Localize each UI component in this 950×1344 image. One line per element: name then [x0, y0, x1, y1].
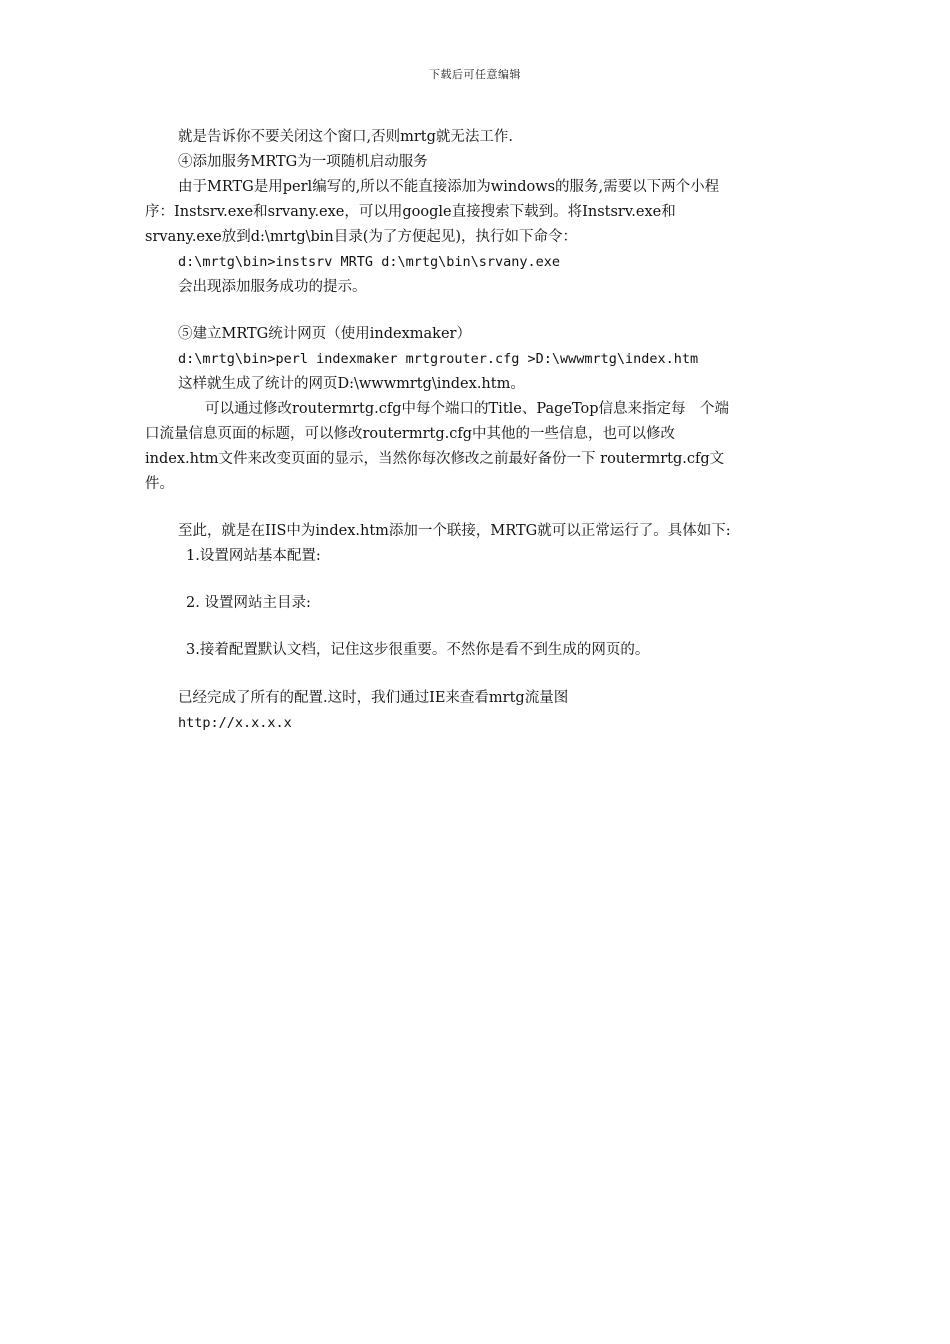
list-item: 3.接着配置默认文档，记住这步很重要。不然你是看不到生成的网页的。 — [186, 642, 650, 658]
paragraph-line: 由于MRTG是用perl编写的,所以不能直接添加为windows的服务,需要以下两个小程 — [178, 179, 720, 195]
page-header: 下载后可任意编辑 — [429, 68, 521, 81]
url-text: http://x.x.x.x — [178, 715, 292, 731]
paragraph-line: 口流量信息页面的标题，可以修改routermrtg.cfg中其他的一些信息，也可以修改 — [145, 426, 676, 442]
paragraph-line: 件。 — [145, 476, 174, 492]
list-item: 1.设置网站基本配置: — [186, 548, 321, 564]
paragraph-line: srvany.exe放到d:\mrtg\bin目录(为了方便起见)，执行如下命令： — [145, 229, 578, 245]
command-line: d:\mrtg\bin>perl indexmaker mrtgrouter.cfg >D:\wwwmrtg\index.htm — [178, 351, 699, 367]
paragraph-line: 会出现添加服务成功的提示。 — [178, 279, 367, 295]
step-heading: ⑤建立MRTG统计网页（使用indexmaker） — [178, 326, 471, 342]
paragraph-line: 至此，就是在IIS中为index.htm添加一个联接，MRTG就可以正常运行了。具体如下: — [178, 523, 731, 539]
step-heading: ④添加服务MRTG为一项随机启动服务 — [178, 154, 428, 170]
list-item: 2. 设置网站主目录: — [186, 595, 311, 611]
paragraph-line: 这样就生成了统计的网页D:\wwwmrtg\index.htm。 — [178, 376, 525, 392]
command-line: d:\mrtg\bin>instsrv MRTG d:\mrtg\bin\srvany.exe — [178, 254, 561, 270]
paragraph-line: 序：Instsrv.exe和srvany.exe，可以用google直接搜索下载到。将Instsrv.exe和 — [145, 204, 676, 220]
paragraph-line: 可以通过修改routermrtg.cfg中每个端口的Title、PageTop信息来指定每 个端 — [205, 401, 730, 417]
paragraph-line: 已经完成了所有的配置.这时，我们通过IE来查看mrtg流量图 — [178, 690, 569, 706]
paragraph-line: index.htm文件来改变页面的显示，当然你每次修改之前最好备份一下 routermrtg.cfg文 — [145, 451, 725, 467]
paragraph-line: 就是告诉你不要关闭这个窗口,否则mrtg就无法工作. — [178, 129, 514, 145]
